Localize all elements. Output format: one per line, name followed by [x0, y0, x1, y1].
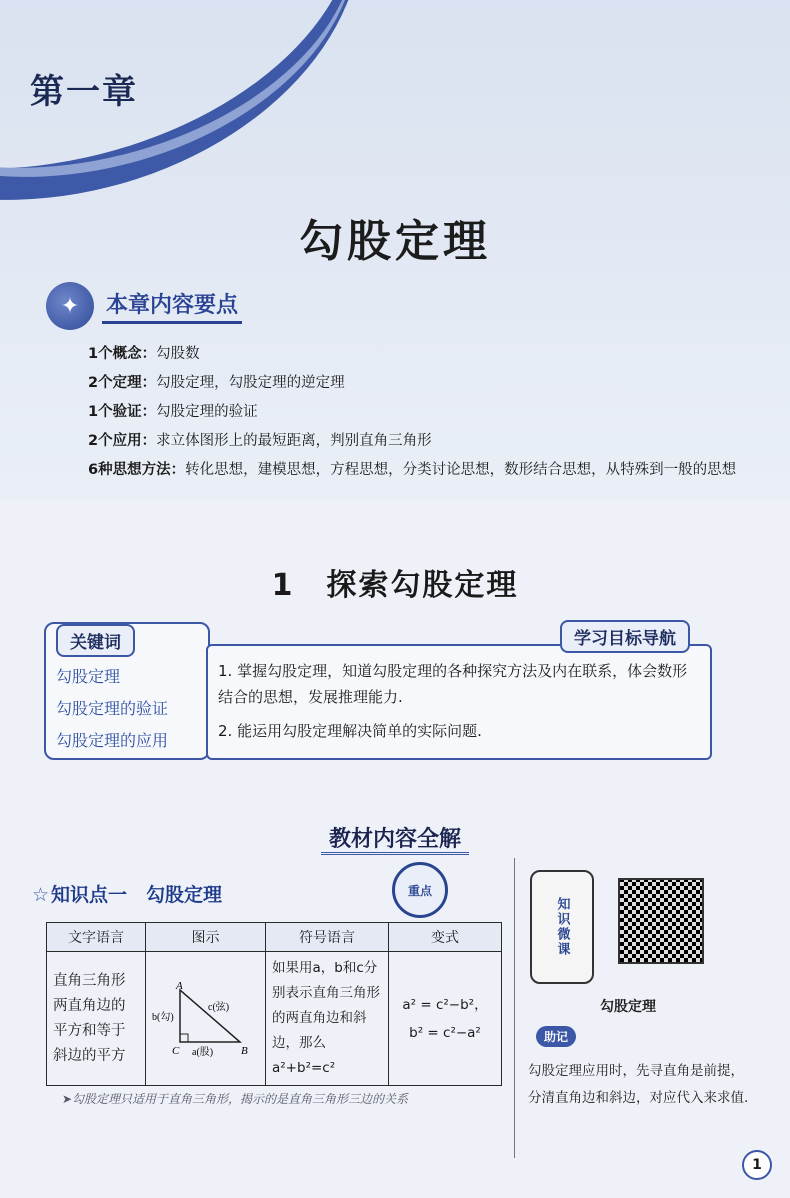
- chapter-tag: 第一章: [30, 72, 138, 112]
- variant-formula: b² = c²−a²: [409, 1024, 481, 1041]
- summary-row: 2个应用：求立体图形上的最短距离，判别直角三角形: [88, 433, 432, 449]
- content-heading: 教材内容全解: [0, 822, 790, 853]
- goal-item: 1. 掌握勾股定理，知道勾股定理的各种探究方法及内在联系，体会数形结合的思想，发展推理能力.: [218, 662, 688, 706]
- summary-heading: [46, 282, 242, 330]
- goals-label: 学习目标导航: [560, 620, 690, 653]
- knowledge-point-heading: ☆ 知识点一 勾股定理: [32, 884, 223, 906]
- key-point-seal: 重点: [392, 862, 448, 918]
- table-header: 图示: [146, 923, 266, 952]
- right-triangle-diagram: [152, 980, 248, 1058]
- vertex-a-label: A: [176, 979, 183, 992]
- mascot-figure: 知识微课: [530, 870, 594, 984]
- side-a-label: a(股): [192, 1046, 214, 1058]
- table-header: 符号语言: [266, 923, 389, 952]
- reader-icon: ✦: [46, 282, 94, 330]
- side-c-label: c(弦): [208, 1001, 230, 1013]
- keywords-label: 关键词: [56, 624, 135, 657]
- table-header: 变式: [389, 923, 502, 952]
- table-header: 文字语言: [47, 923, 146, 952]
- tip-text: 勾股定理应用时，先寻直角是前提，分清直角边和斜边，对应代入来求值.: [528, 1063, 749, 1106]
- text-language-cell: 直角三角形两直角边的平方和等于斜边的平方: [47, 952, 146, 1086]
- side-b-label: b(勾): [152, 1011, 174, 1023]
- vertex-c-label: C: [172, 1044, 180, 1057]
- summary-row: 6种思想方法：转化思想，建模思想，方程思想，分类讨论思想，数形结合思想，从特殊到一般的思想: [88, 462, 737, 478]
- symbol-language-cell: 如果用a，b和c分别表示直角三角形的两直角边和斜边，那么a²+b²=c²: [266, 952, 389, 1086]
- diagram-cell: [146, 952, 266, 1086]
- section-title: 1 探索勾股定理: [271, 568, 519, 603]
- footnote: ➤勾股定理只适用于直角三角形，揭示的是直角三角形三边的关系: [62, 1092, 409, 1106]
- variants-cell: [389, 952, 502, 1086]
- qr-caption: 勾股定理: [600, 999, 656, 1015]
- keyword-item: 勾股定理: [56, 667, 121, 686]
- vertex-b-label: B: [241, 1044, 248, 1057]
- summary-row: 1个验证：勾股定理的验证: [88, 404, 258, 420]
- keyword-item: 勾股定理的验证: [56, 699, 169, 718]
- page-number: 1: [742, 1150, 772, 1180]
- star-icon: ☆: [32, 884, 50, 906]
- summary-row: 2个定理：勾股定理，勾股定理的逆定理: [88, 375, 345, 391]
- summary-row: 1个概念：勾股数: [88, 346, 200, 362]
- tip-label: 助记: [536, 1026, 576, 1047]
- variant-formula: a² = c²−b²，: [402, 996, 488, 1013]
- summary-title: 本章内容要点: [102, 288, 242, 324]
- keyword-item: 勾股定理的应用: [56, 731, 169, 750]
- goal-item: 2. 能运用勾股定理解决简单的实际问题.: [218, 722, 482, 740]
- table-row: [47, 952, 502, 1086]
- table-header-row: [47, 923, 502, 952]
- summary-list: [88, 340, 736, 485]
- qr-code[interactable]: [618, 878, 704, 964]
- chapter-title: 勾股定理: [299, 216, 491, 267]
- knowledge-table: [46, 922, 502, 1086]
